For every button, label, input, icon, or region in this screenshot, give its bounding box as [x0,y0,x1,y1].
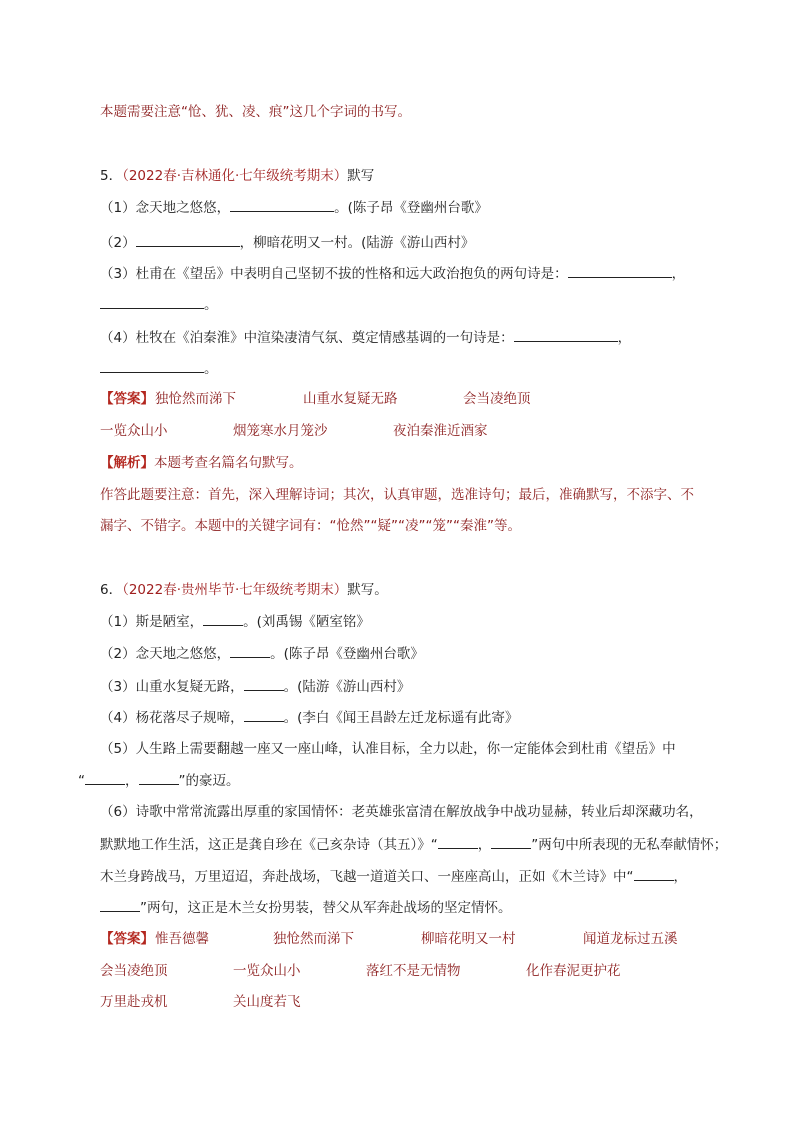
q6-item-2-text: （2）念天地之悠悠， [100,646,231,662]
q5-answer-3: 会当凌绝顶 [463,391,531,407]
q6-item-1 [100,611,370,632]
q6-task: 默写。 [347,582,388,598]
q5-answer-4: 一览众山小 [100,423,168,439]
answer-blank [100,294,204,309]
q5-item-2-text: （2） [100,235,136,251]
q6-answer-5: 会当凌绝顶 [100,963,168,979]
q6-item-6-line4 [100,897,512,918]
q5-item-4-text: （4）杜牧在《泊秦淮》中渲染凄清气氛、奠定情感基调的一句诗是： [100,330,514,346]
q6-answer-1: 惟吾德馨 [155,931,209,947]
q5-item-1 [100,197,488,218]
q6-item-6: （6）诗歌中常常流露出厚重的家国情怀：老英雄张富清在解放战争中战功显赫，转业后却深藏功名， [100,804,703,820]
answer-blank [136,232,240,247]
q6-answer-3: 柳暗花明又一村 [421,931,516,947]
q6-answer-8: 化作春泥更护花 [526,963,621,979]
q6-answer-7: 落红不是无情物 [366,963,461,979]
q6-answer-4: 闻道龙标过五溪 [583,931,678,947]
q5-item-1-source: 。(陈子昂《登幽州台歌》 [334,200,488,216]
answer-blank [634,866,674,881]
comma: ， [125,773,139,789]
answer-blank [491,834,531,849]
answer-blank [203,611,243,626]
q5-header [100,166,374,186]
q6-answer-label: 【答案】 [100,931,154,947]
q6-item-4-text: （4）杨花落尽子规啼， [100,710,244,726]
quote-open: “ [78,773,85,789]
answer-blank [244,707,284,722]
answer-blank [230,643,270,658]
q5-item-3-text: （3）杜甫在《望岳》中表明自己坚韧不拔的性格和远大政治抱负的两句诗是： [100,266,568,282]
q6-source: （2022春·贵州毕节·七年级统考期末） [122,582,348,598]
answer-blank [438,834,478,849]
q6-item-3 [100,676,410,697]
q6-header [100,580,388,600]
q5-item-3-cont [100,294,218,315]
answer-blank [139,770,179,785]
text: 默默地工作生活，这正是龚自珍在《己亥杂诗（其五）》“ [100,837,438,853]
comma: ， [673,869,687,885]
q6-item-1-source: 。(刘禹锡《陋室铭》 [243,614,370,630]
q5-item-3 [100,263,685,284]
q5-item-1-text: （1）念天地之悠悠， [100,200,231,216]
q6-answer-2: 独怆然而涕下 [273,931,354,947]
text: ”两句中所表现的无私奉献情怀； [531,837,728,853]
q5-answer-label: 【答案】 [100,391,154,407]
answer-blank [568,263,672,278]
q6-item-6-line2 [100,834,727,855]
answer-blank [100,897,140,912]
answer-blank [85,770,125,785]
q5-analysis-text: 本题考查名篇名句默写。 [154,455,303,471]
q6-item-4-source: 。(李白《闻王昌龄左迁龙标遥有此寄》 [283,710,519,726]
q6-answer-6: 一览众山小 [233,963,301,979]
answer-blank [514,327,618,342]
quote-close: ”的豪迈。 [178,773,240,789]
q5-task: 默写 [347,168,375,184]
q5-item-4 [100,327,631,348]
q6-item-5: （5）人生路上需要翻越一座又一座山峰，认准目标，全力以赴，你一定能体会到杜甫《望岳》中 [100,741,676,757]
q5-answer-5: 烟笼寒水月笼沙 [233,423,328,439]
q5-answer-1: 独怆然而涕下 [155,391,236,407]
answer-blank [244,676,284,691]
q5-item-4-cont [100,358,218,379]
q5-item-3-period: 。 [204,297,218,313]
q5-answer-6: 夜泊秦淮近酒家 [393,423,488,439]
q6-item-3-source: 。(陆游《游山西村》 [283,679,411,695]
q6-answer-9: 万里赴戎机 [100,994,168,1010]
q5-item-2 [100,232,474,253]
q5-analysis-p2: 漏字、不错字。本题中的关键字词有：“怆然”“疑”“凌”“笼”“秦淮”等。 [100,518,521,534]
text: 木兰身跨战马，万里迢迢，奔赴战场，飞越一道道关口、一座座高山，正如《木兰诗》中“ [100,869,634,885]
answer-blank [230,197,334,212]
note-line: 本题需要注意“怆、犹、凌、痕”这几个字词的书写。 [100,104,411,120]
comma: ， [477,837,492,853]
q6-number: 6． [100,582,123,598]
q5-item-3-comma: ， [671,266,686,282]
q5-answer-2: 山重水复疑无路 [303,391,398,407]
q6-item-3-text: （3）山重水复疑无路， [100,679,244,695]
q5-number: 5． [100,168,123,184]
q6-item-6-line3 [100,866,687,887]
q6-item-5-cont [78,770,240,791]
q5-item-4-period: 。 [204,361,218,377]
q5-analysis-label: 【解析】 [100,455,154,471]
q6-item-1-text: （1）斯是陋室， [100,614,204,630]
q6-item-2-source: 。(陈子昂《登幽州台歌》 [270,646,424,662]
q6-item-4 [100,707,518,728]
q6-answer-10: 关山度若飞 [233,994,301,1010]
q5-source: （2022春·吉林通化·七年级统考期末） [122,168,348,184]
q5-item-4-comma: ， [617,330,632,346]
q5-analysis-p1: 作答此题要注意：首先，深入理解诗词；其次，认真审题，选准诗句；最后，准确默写，不添字、不 [100,487,694,503]
q5-analysis [100,453,303,473]
text: ”两句，这正是木兰女扮男装，替父从军奔赴战场的坚定情怀。 [140,900,512,916]
q5-item-2-source: ，柳暗花明又一村。(陆游《游山西村》 [239,235,475,251]
answer-blank [100,358,204,373]
q6-item-2 [100,643,424,664]
